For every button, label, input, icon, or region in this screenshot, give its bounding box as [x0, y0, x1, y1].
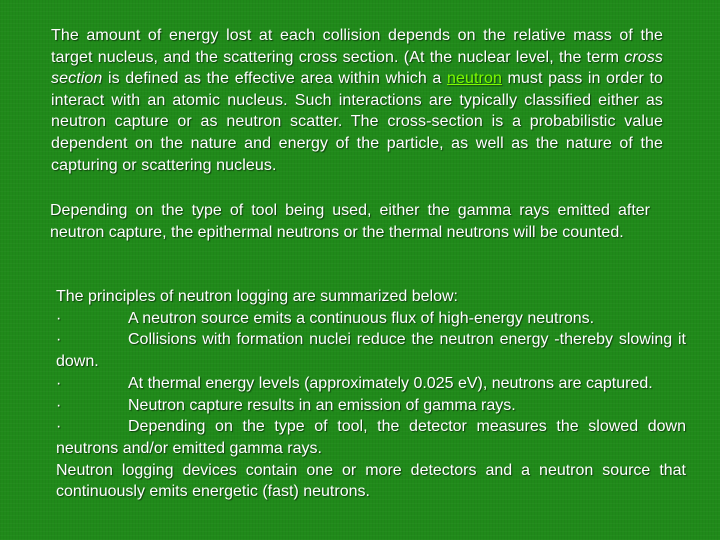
list-item — [56, 373, 686, 395]
paragraph-cross-section — [51, 25, 663, 176]
bullet-text: A neutron source emits a continuous flux of high-energy neutrons. — [128, 309, 595, 327]
list-item — [56, 308, 686, 330]
bullet-icon: · — [56, 418, 62, 436]
term-cross-section: cross section — [51, 48, 663, 88]
paragraph-middle: is defined as the effective area within which a — [102, 70, 447, 88]
bullet-text: Collisions with formation nuclei reduce the neutron energy -thereby slowing it down. — [56, 331, 686, 371]
list-item — [56, 395, 686, 417]
paragraph-intro: The amount of energy lost at each collision depends on the relative mass of the target nucleus, and the scattering cross section. (At the nuclear level, the term — [51, 27, 663, 66]
neutron-link[interactable]: neutron — [446, 70, 502, 88]
bullet-icon: · — [56, 331, 62, 349]
bullet-text: At thermal energy levels (approximately 0.025 eV), neutrons are captured. — [128, 374, 653, 392]
bullet-icon: · — [56, 374, 62, 392]
paragraph-end: must pass in order to interact with an atomic nucleus. Such interactions are typically classified either as neutron capture or as neutron scatter. The cross-section is a probabilistic value dependent on the nature and energy of the particle, as well as the nature of the capturing or scattering nucleus. — [51, 70, 663, 174]
paragraph-counting: Depending on the type of tool being used, either the gamma rays emitted after neutron capture, the epithermal neutrons or the thermal neutrons will be counted. — [50, 202, 650, 241]
bullet-text: Depending on the type of tool, the detector measures the slowed down neutrons and/or emitted gamma rays. — [56, 418, 686, 457]
paragraph-principles — [56, 286, 686, 503]
list-item — [56, 329, 686, 372]
bullet-icon: · — [56, 309, 62, 327]
bullet-text: Neutron capture results in an emission of gamma rays. — [128, 396, 516, 414]
principles-heading: The principles of neutron logging are summarized below: — [56, 288, 458, 305]
bullet-icon: · — [56, 396, 62, 414]
principles-closing: Neutron logging devices contain one or more detectors and a neutron source that continuously emits energetic (fast) neutrons. — [56, 461, 686, 501]
list-item — [56, 416, 686, 459]
